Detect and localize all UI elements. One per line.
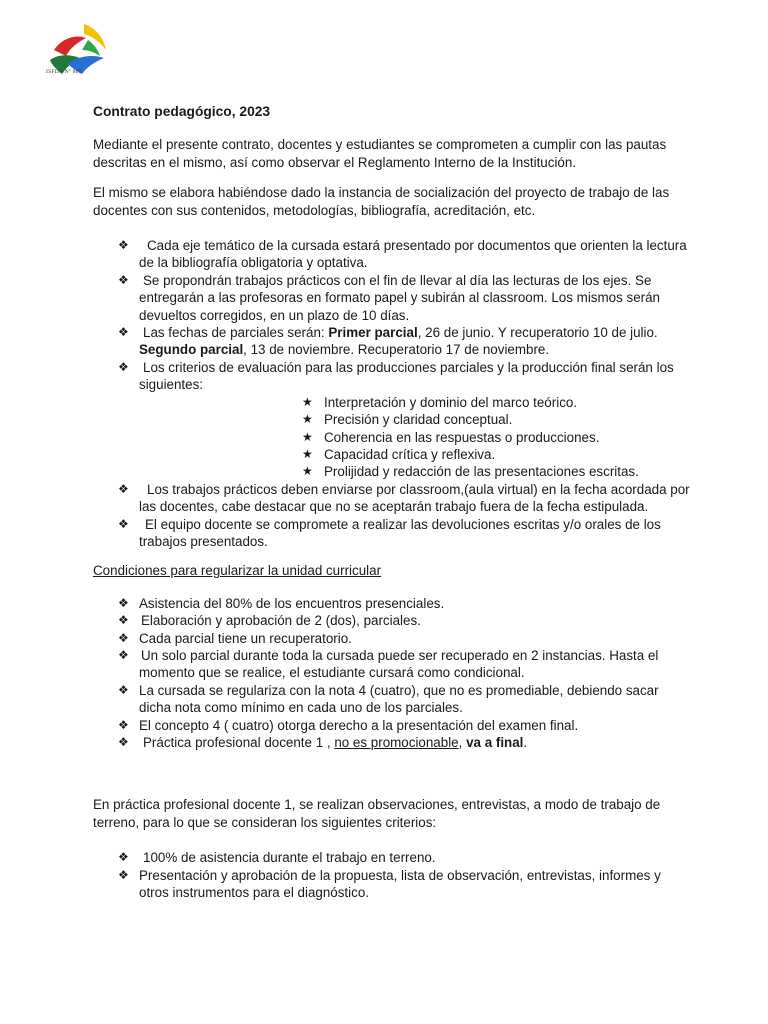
list-item-text: Asistencia del 80% de los encuentros presenciales.	[139, 595, 445, 611]
document-title: Contrato pedagógico, 2023	[93, 104, 271, 119]
star-icon: ★	[302, 394, 313, 409]
first-exam-label: Primer parcial	[328, 325, 418, 341]
text-fragment: ,	[458, 735, 467, 750]
list-item-text: Presentación y aprobación de la propuesta, lista de observación, entrevistas, informes y otros instrumentos para el diagnóstico.	[139, 867, 661, 901]
list-item	[93, 516, 693, 551]
list-item	[93, 849, 693, 866]
list-item-text: Se propondrán trabajos prácticos con el fin de llevar al día las lecturas de los ejes. Se entregarán a las profesoras en formato papel y subirán al classroom. Los mismos serán devueltos corregidos, en un plazo de 10 días.	[139, 272, 660, 323]
diamond-bullet-icon: ❖	[118, 359, 129, 374]
list-item	[93, 272, 693, 324]
list-item-text: Un solo parcial durante toda la cursada puede ser recuperado en 2 instancias. Hasta el momento que se realice, el estudiante cursará como condicional.	[139, 647, 659, 681]
second-exam-label: Segundo parcial	[139, 342, 244, 358]
criteria-item	[139, 394, 693, 411]
list-item	[93, 324, 693, 359]
criteria-text: Capacidad crítica y reflexiva.	[324, 446, 496, 462]
diamond-bullet-icon: ❖	[118, 481, 129, 496]
diamond-bullet-icon: ❖	[118, 272, 129, 287]
criteria-item	[139, 446, 693, 463]
list-item	[93, 595, 693, 612]
list-item-text: Elaboración y aprobación de 2 (dos), parciales.	[141, 613, 421, 629]
list-item	[93, 237, 693, 272]
star-icon: ★	[302, 464, 313, 479]
star-icon: ★	[302, 412, 313, 427]
star-icon: ★	[302, 429, 313, 444]
text-fragment: Práctica profesional docente 1 ,	[143, 735, 335, 750]
list-item-text	[139, 735, 527, 750]
text-fragment: , 26 de junio. Y recuperatorio 10 de julio.	[417, 325, 658, 341]
list-item-text: Los criterios de evaluación para las producciones parciales y la producción final serán los siguientes:	[139, 359, 674, 393]
criteria-item	[139, 463, 693, 480]
list-item-text: El equipo docente se compromete a realizar las devoluciones escritas y/o orales de los trabajos presentados.	[139, 516, 661, 549]
list-item	[93, 734, 693, 751]
criteria-text: Precisión y claridad conceptual.	[324, 412, 513, 428]
text-fragment: .	[523, 735, 528, 750]
diamond-bullet-icon: ❖	[118, 647, 129, 662]
diamond-bullet-icon: ❖	[118, 717, 129, 732]
main-list	[93, 237, 693, 550]
list-item-text	[139, 325, 658, 357]
diamond-bullet-icon: ❖	[118, 238, 129, 253]
list-item	[93, 717, 693, 734]
logo-caption: ISFDA Nº 805	[46, 69, 82, 75]
diamond-bullet-icon: ❖	[118, 325, 129, 340]
list-item-text: 100% de asistencia durante el trabajo en terreno.	[143, 850, 436, 866]
criteria-item	[139, 429, 693, 446]
criteria-text: Prolijidad y redacción de las presentaciones escritas.	[324, 464, 639, 480]
list-item	[93, 612, 693, 629]
conditions-list	[93, 595, 693, 752]
list-item	[93, 647, 693, 682]
not-promotable-text: no es promocionable	[334, 735, 459, 750]
criteria-list	[139, 394, 693, 481]
diamond-bullet-icon: ❖	[118, 867, 129, 882]
list-item	[93, 682, 693, 717]
diamond-bullet-icon: ❖	[118, 682, 129, 697]
diamond-bullet-icon: ❖	[118, 613, 129, 628]
criteria-text: Coherencia en las respuestas o producciones.	[324, 429, 600, 445]
list-item	[93, 481, 693, 516]
practice-list	[93, 849, 693, 901]
list-item-text: Cada eje temático de la cursada estará presentado por documentos que orienten la lectura de la bibliografía obligatoria y optativa.	[139, 238, 687, 271]
list-item-text: El concepto 4 ( cuatro) otorga derecho a la presentación del examen final.	[139, 717, 579, 733]
diamond-bullet-icon: ❖	[118, 735, 129, 749]
list-item-text: Los trabajos prácticos deben enviarse por classroom,(aula virtual) en la fecha acordada por las docentes, cabe destacar que no se aceptarán trabajo fuera de la fecha estipulada.	[139, 481, 690, 515]
intro-paragraph-2: El mismo se elabora habiéndose dado la instancia de socialización del proyecto de trabajo de las docentes con sus contenidos, metodologías, bibliografía, acreditación, etc.	[93, 185, 670, 218]
list-item	[93, 867, 693, 902]
text-fragment: , 13 de noviembre. Recuperatorio 17 de noviembre.	[243, 342, 550, 358]
diamond-bullet-icon: ❖	[118, 595, 129, 610]
intro-paragraph-1: Mediante el presente contrato, docentes y estudiantes se comprometen a cumplir con las pautas descritas en el mismo, así como observar el Reglamento Interno de la Institución.	[93, 137, 667, 170]
list-item-text: Cada parcial tiene un recuperatorio.	[139, 630, 352, 646]
final-exam-text: va a final	[466, 735, 524, 750]
diamond-bullet-icon: ❖	[118, 850, 129, 865]
list-item	[93, 630, 693, 647]
star-icon: ★	[302, 446, 313, 461]
diamond-bullet-icon: ❖	[118, 630, 129, 645]
criteria-text: Interpretación y dominio del marco teórico.	[324, 394, 578, 410]
list-item	[93, 359, 693, 481]
conditions-heading: Condiciones para regularizar la unidad curricular	[93, 563, 382, 579]
document-body	[93, 103, 693, 901]
practice-paragraph: En práctica profesional docente 1, se realizan observaciones, entrevistas, a modo de trabajo de terreno, para lo que se consideran los siguientes criterios:	[93, 797, 661, 830]
text-fragment: Las fechas de parciales serán:	[143, 325, 329, 341]
diamond-bullet-icon: ❖	[118, 516, 129, 531]
list-item-text: La cursada se regulariza con la nota 4 (cuatro), que no es promediable, debiendo sacar dicha nota como mínimo en cada uno de los parciales.	[139, 682, 659, 716]
criteria-item	[139, 411, 693, 428]
